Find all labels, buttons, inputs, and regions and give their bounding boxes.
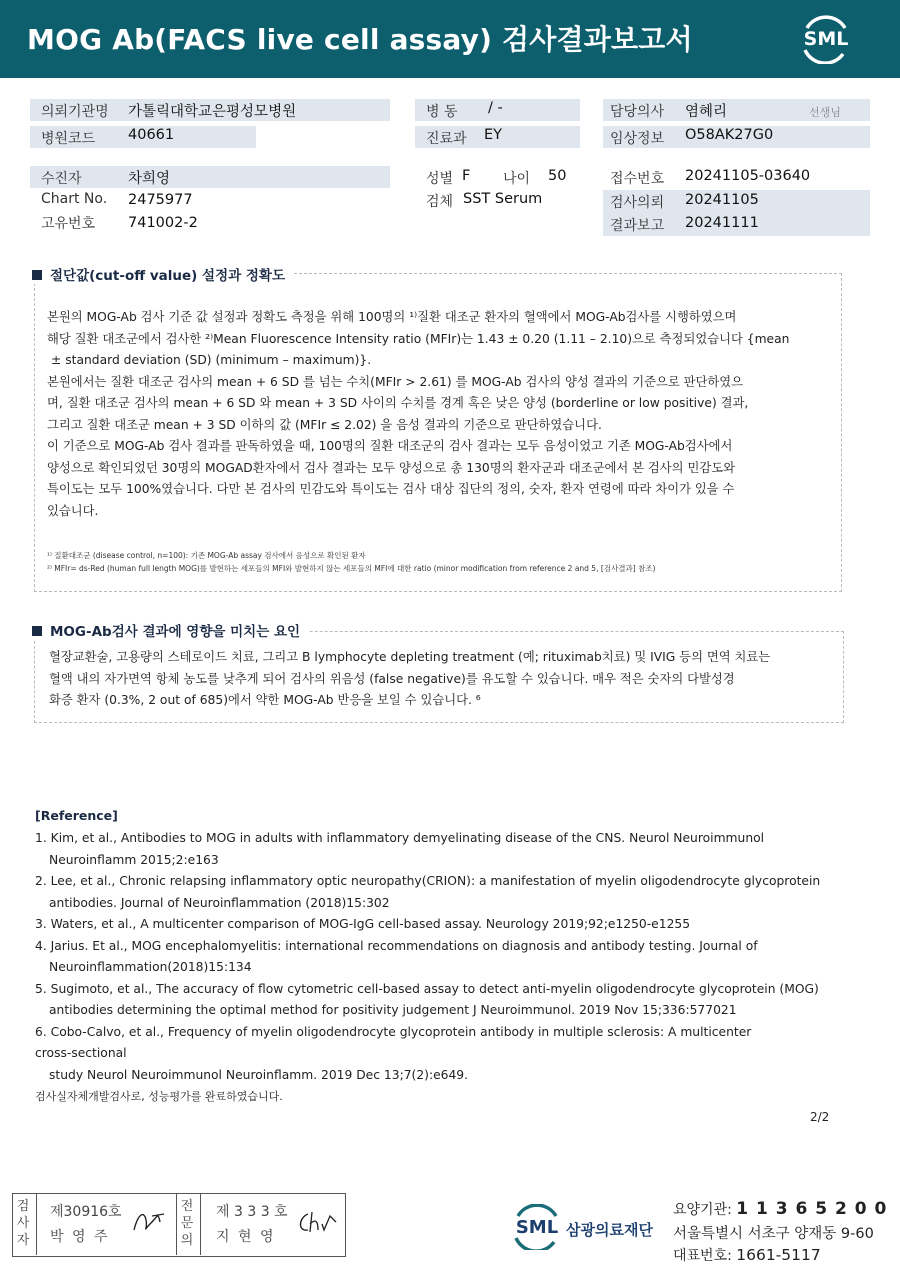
section-bullet-icon — [32, 626, 42, 636]
ward-value: / - — [488, 100, 503, 116]
factors-paragraph: 혈장교환술, 고용량의 스테로이드 치료, 그리고 B lymphocyte depleting treatment (예; rituximab치료) 및 IVIG 등의 면역 치료는 혈액 내의 자가면역 항체 농도를 낮추게 되어 검사의 위음성 (false negative)를 유도할 수 있습니다. 매우 적은 숫자의 다발성경 화증 환자 (0.3%, 2 out of 685)에서 약한 MOG-Ab 반응을 보일 수 있습니다. ⁶ — [49, 650, 771, 707]
page-number: 2/2 — [810, 1110, 830, 1124]
signer2-signature — [294, 1208, 338, 1242]
signer1-number: 제30916호 — [50, 1204, 122, 1220]
institution-label: 의뢰기관명 — [41, 104, 109, 120]
age-value: 50 — [548, 168, 567, 184]
sml-logo — [795, 14, 857, 64]
specimen-label: 검체 — [426, 194, 454, 210]
reference-line: antibodies determining the optimal method for positivity judgement J Neuroimmunol. 2019 Nov 15;336:577021 — [49, 1003, 737, 1017]
chart-value: 2475977 — [128, 192, 193, 208]
requested-value: 20241105 — [685, 192, 759, 208]
svg-text:SML: SML — [515, 1217, 559, 1238]
address: 서울특별시 서초구 양재동 9-60 — [673, 1226, 874, 1242]
reference-title: [Reference] — [35, 808, 118, 823]
reference-list — [35, 828, 865, 1086]
org-name: 삼광의료재단 — [566, 1221, 653, 1239]
institution-value: 가톨릭대학교은평성모병원 — [128, 104, 297, 120]
hospcode-value: 40661 — [128, 127, 175, 143]
signer2-role: 전문의 — [180, 1199, 194, 1248]
patient-value: 차희영 — [128, 171, 171, 187]
dept-value: EY — [484, 127, 503, 143]
factors-section-title: MOG-Ab검사 결과에 영향을 미치는 요인 — [32, 620, 308, 640]
reference-line: cross-sectional — [35, 1046, 127, 1060]
reported-label: 결과보고 — [610, 218, 665, 234]
sex-label: 성별 — [426, 171, 454, 187]
footnote-1: ¹⁾ 질환대조군 (disease control, n=100): 기존 MOG-Ab assay 검사에서 음성으로 확인된 환자 — [47, 551, 366, 560]
signer2-number: 제 3 3 3 호 — [216, 1204, 288, 1220]
ward-label: 병 동 — [426, 104, 458, 120]
doctor-label: 담당의사 — [610, 104, 665, 120]
specimen-value: SST Serum — [463, 191, 543, 207]
id-label: 고유번호 — [41, 216, 96, 232]
facility-code: 요양기관: 1 1 3 6 5 2 0 0 — [673, 1199, 888, 1219]
svg-text:SML: SML — [803, 28, 849, 50]
reference-line: Neuroinflammation(2018)15:134 — [49, 960, 252, 974]
patient-bar — [30, 166, 390, 188]
reference-line: Neuroinflamm 2015;2:e163 — [49, 852, 219, 867]
id-value: 741002-2 — [128, 215, 198, 231]
clinical-value: O58AK27G0 — [685, 127, 774, 143]
cutoff-section-title: 절단값(cut-off value) 설정과 정확도 — [32, 264, 293, 284]
signer1-role: 검사자 — [16, 1199, 30, 1248]
report-title: MOG Ab(FACS live cell assay) 검사결과보고서 — [27, 23, 693, 56]
signer1-name: 박 영 주 — [50, 1229, 110, 1245]
reported-value: 20241111 — [685, 215, 759, 231]
clinical-label: 임상정보 — [610, 131, 665, 147]
reference-line: 5. Sugimoto, et al., The accuracy of flow cytometric cell-based assay to detect anti-myelin oligodendrocyte glycoprotein (MOG) — [35, 981, 819, 996]
section-bullet-icon — [32, 270, 42, 280]
reference-line: 6. Cobo-Calvo, et al., Frequency of myelin oligodendrocyte glycoprotein antibody in multiple sclerosis: A multicenter — [35, 1024, 752, 1039]
reference-line: antibodies. Journal of Neuroinflammation (2018)15:302 — [49, 895, 390, 910]
sex-value: F — [462, 168, 471, 184]
signer1-signature — [130, 1206, 166, 1240]
chart-label: Chart No. — [41, 191, 108, 207]
doctor-suffix: 선생님 — [809, 106, 841, 119]
requested-label: 검사의뢰 — [610, 195, 665, 211]
reference-line: 3. Waters, et al., A multicenter comparison of MOG-IgG cell-based assay. Neurology 2019;92;e1250-e1255 — [35, 917, 691, 931]
footnote-2: ²⁾ MFIr= ds-Red (human full length MOG)를 발현하는 세포들의 MFI와 발현하지 않는 세포들의 MFI에 대한 ratio (minor modification from reference 2 and 5, [검사결과] 참조) — [47, 564, 656, 573]
receipt-label: 접수번호 — [610, 171, 665, 187]
dept-label: 진료과 — [426, 131, 467, 147]
org-logo — [508, 1204, 566, 1254]
cutoff-paragraph: 본원의 MOG-Ab 검사 기준 값 설정과 정확도 측정을 위해 100명의 ¹⁾질환 대조군 환자의 혈액에서 MOG-Ab검사를 시행하였으며 해당 질환 대조군에서 검사한 ²⁾Mean Fluorescence Intensity ratio (MFIr)는 1.43 ± 0.20 (1.11 – 2.10)으로 측정되었습니다 {mean ± standard deviation (SD) (minimum – maximum)}. 본원에서는 질환 대조군 검사의 mean + 6 SD 를 넘는 수치(MFIr > 2.61) 를 MOG-Ab 검사의 양성 결과의 기준으로 판단하였으 며, 질환 대조군 검사의 mean + 6 SD 와 mean + 3 SD 사이의 수치를 경계 혹은 낮은 양성 (borderline or low positive) 결과, 그리고 질환 대조군 mean + 3 SD 이하의 값 (MFIr ≤ 2.02) 을 음성 결과의 기준으로 판단하였습니다. 이 기준으로 MOG-Ab 검사 결과를 판독하였을 때, 100명의 질환 대조군의 검사 결과는 모두 음성이었고 기존 MOG-Ab검사에서 양성으로 확인되었던 30명의 MOGAD환자에서 검사 결과는 모두 양성으로 총 130명의 환자군과 대조군에서 본 검사의 민감도와 특이도는 모두 100%였습니다. 다만 본 검사의 민감도와 특이도는 검사 대상 집단의 정의, 숫자, 환자 연령에 따라 차이가 있을 수 있습니다. — [47, 310, 790, 518]
age-label: 나이 — [503, 171, 531, 187]
receipt-value: 20241105-03640 — [685, 168, 811, 184]
hospcode-label: 병원코드 — [41, 131, 96, 147]
reference-line: study Neurol Neuroimmunol Neuroinflamm. 2019 Dec 13;7(2):e649. — [49, 1067, 469, 1082]
patient-label: 수진자 — [41, 171, 82, 187]
phone: 대표번호: 1661-5117 — [673, 1246, 821, 1264]
reference-line: 4. Jarius. Et al., MOG encephalomyelitis: international recommendations on diagnosis and antibody testing. Journal of — [35, 938, 758, 953]
signer2-name: 지 현 영 — [216, 1229, 276, 1245]
doctor-value: 염혜리 — [685, 104, 728, 120]
reference-line: 1. Kim, et al., Antibodies to MOG in adults with inflammatory demyelinating disease of the CNS. Neurol Neuroimmunol — [35, 831, 765, 845]
closing-note: 검사실자체개발검사로, 성능평가를 완료하였습니다. — [35, 1090, 283, 1103]
reference-line: 2. Lee, et al., Chronic relapsing inflammatory optic neuropathy(CRION): a manifestation of myelin oligodendrocyte glycoprotein — [35, 874, 821, 888]
